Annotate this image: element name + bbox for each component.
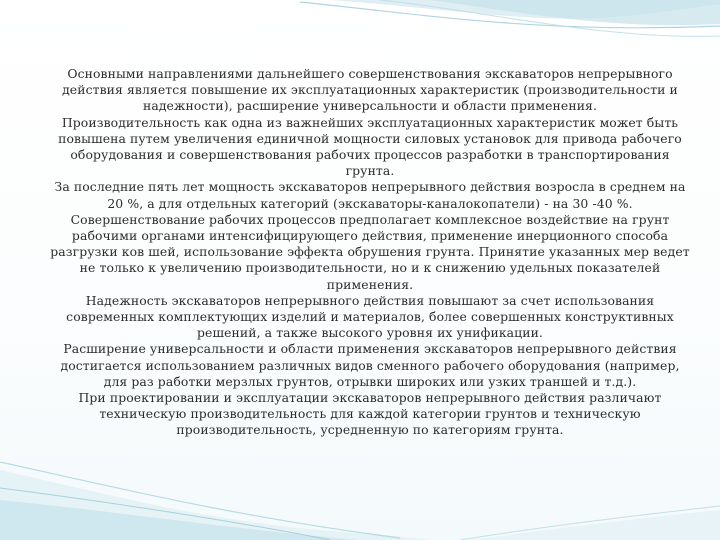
paragraph-7: При проектировании и эксплуатации экскаваторов непрерывного действия различают техническую производительность для каждой категории грунтов и техническую производительность, усредненную по категориям грунта. <box>78 390 662 438</box>
bottom-right-wave <box>470 510 720 540</box>
paragraph-6: Расширение универсальности и области применения экскаваторов непрерывного действия достигается использованием различных видов сменного рабочего оборудования (например, для раз работки мерзлых грунтов, отрывки широких или узких траншей и т.д.). <box>60 341 680 389</box>
paragraph-3: За последние пять лет мощность экскаваторов непрерывного действия возросла в среднем на 20 %, а для отдельных категорий (экскаваторы-каналокопатели) - на 30 -40 %. <box>54 179 686 211</box>
paragraph-2: Производительность как одна из важнейших эксплуатационных характеристик может быть повышена путем увеличения единичной мощности силовых установок для привода рабочего оборудования и совершенствования рабочих процессов разработки в транспортирования грунта. <box>58 114 682 179</box>
paragraph-5: Надежность экскаваторов непрерывного действия повышают за счет использования современных комплектующих изделий и материалов, более совершенных конструктивных решений, а также высокого уровня их унификации. <box>66 292 674 341</box>
paragraph-4: Совершенствование рабочих процессов предполагает комплексное воздействие на грунт рабочими органами интенсифицирующего действия, применение инерционного способа разгрузки ков шей, использование эффекта обрушения грунта. Принятие указанных мер ведет не только к увеличению производительности, но и к снижению удельных показателей применения. <box>50 211 690 292</box>
paragraph-1: Основными направлениями дальнейшего совершенствования экскаваторов непрерывного действия является повышение их эксплуатационных характеристик (производительности и надежности), расширение универсальности и области применения. <box>62 66 678 114</box>
slide-body <box>50 66 690 439</box>
